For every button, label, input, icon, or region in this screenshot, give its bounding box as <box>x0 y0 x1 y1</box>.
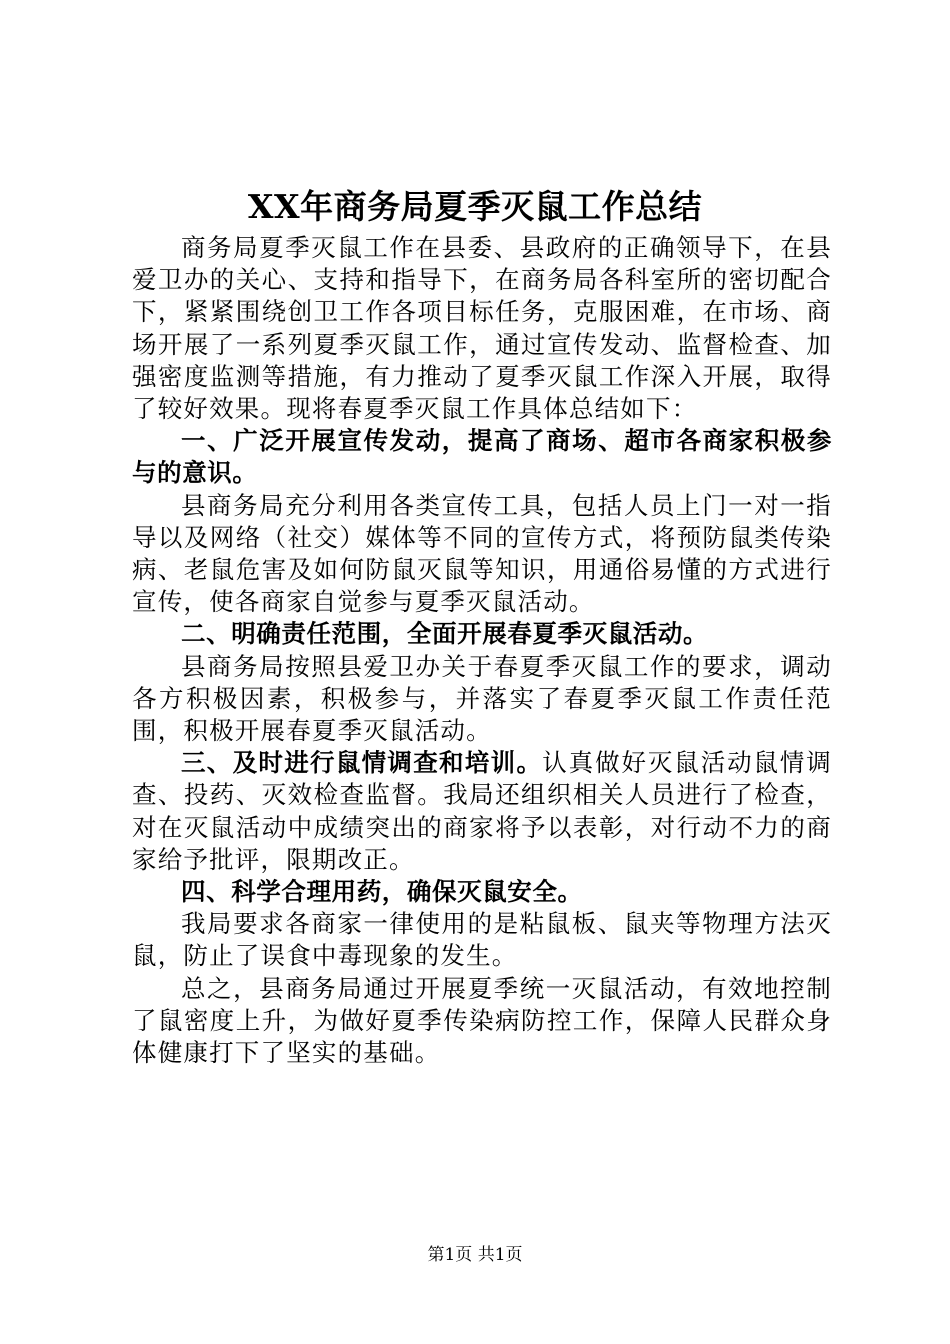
intro-paragraph: 商务局夏季灭鼠工作在县委、县政府的正确领导下，在县爱卫办的关心、支持和指导下，在商务局各科室所的密切配合下，紧紧围绕创卫工作各项目标任务，克服困难，在市场、商场开展了一系列夏季灭鼠工作，通过宣传发动、监督检查、加强密度监测等措施，有力推动了夏季灭鼠工作深入开展，取得了较好效果。现将春夏季灭鼠工作具体总结如下： <box>132 233 832 424</box>
page-footer: 第1页 共1页 <box>427 1245 523 1265</box>
document-body <box>132 232 832 1069</box>
section-text-3: 认真做好灭鼠活动鼠情调查、投药、灭效检查监督。我局还组织相关人员进行了检查，对在灭鼠活动中成绩突出的商家将予以表彰，对行动不力的商家给予批评，限期改正。 <box>132 748 833 874</box>
section-heading-4: 四、科学合理用药，确保灭鼠安全。 <box>181 877 583 907</box>
section-heading-3: 三、及时进行鼠情调查和培训。 <box>181 748 543 778</box>
conclusion-paragraph: 总之，县商务局通过开展夏季统一灭鼠活动，有效地控制了鼠密度上升，为做好夏季传染病防控工作，保障人民群众身体健康打下了坚实的基础。 <box>132 973 832 1068</box>
section-paragraph-3 <box>132 747 832 876</box>
section-heading-1: 一、广泛开展宣传发动，提高了商场、超市各商家积极参与的意识。 <box>132 426 832 488</box>
section-paragraph-4: 我局要求各商家一律使用的是粘鼠板、鼠夹等物理方法灭鼠，防止了误食中毒现象的发生。 <box>132 909 832 971</box>
section-heading-2: 二、明确责任范围，全面开展春夏季灭鼠活动。 <box>181 619 709 649</box>
section-paragraph-2: 县商务局按照县爱卫办关于春夏季灭鼠工作的要求，调动各方积极因素，积极参与，并落实了春夏季灭鼠工作责任范围，积极开展春夏季灭鼠活动。 <box>132 651 832 746</box>
document-title: XX年商务局夏季灭鼠工作总结 <box>247 187 703 226</box>
section-paragraph-1: 县商务局充分利用各类宣传工具，包括人员上门一对一指导以及网络（社交）媒体等不同的宣传方式，将预防鼠类传染病、老鼠危害及如何防鼠灭鼠等知识，用通俗易懂的方式进行宣传，使各商家自觉参与夏季灭鼠活动。 <box>132 490 832 617</box>
